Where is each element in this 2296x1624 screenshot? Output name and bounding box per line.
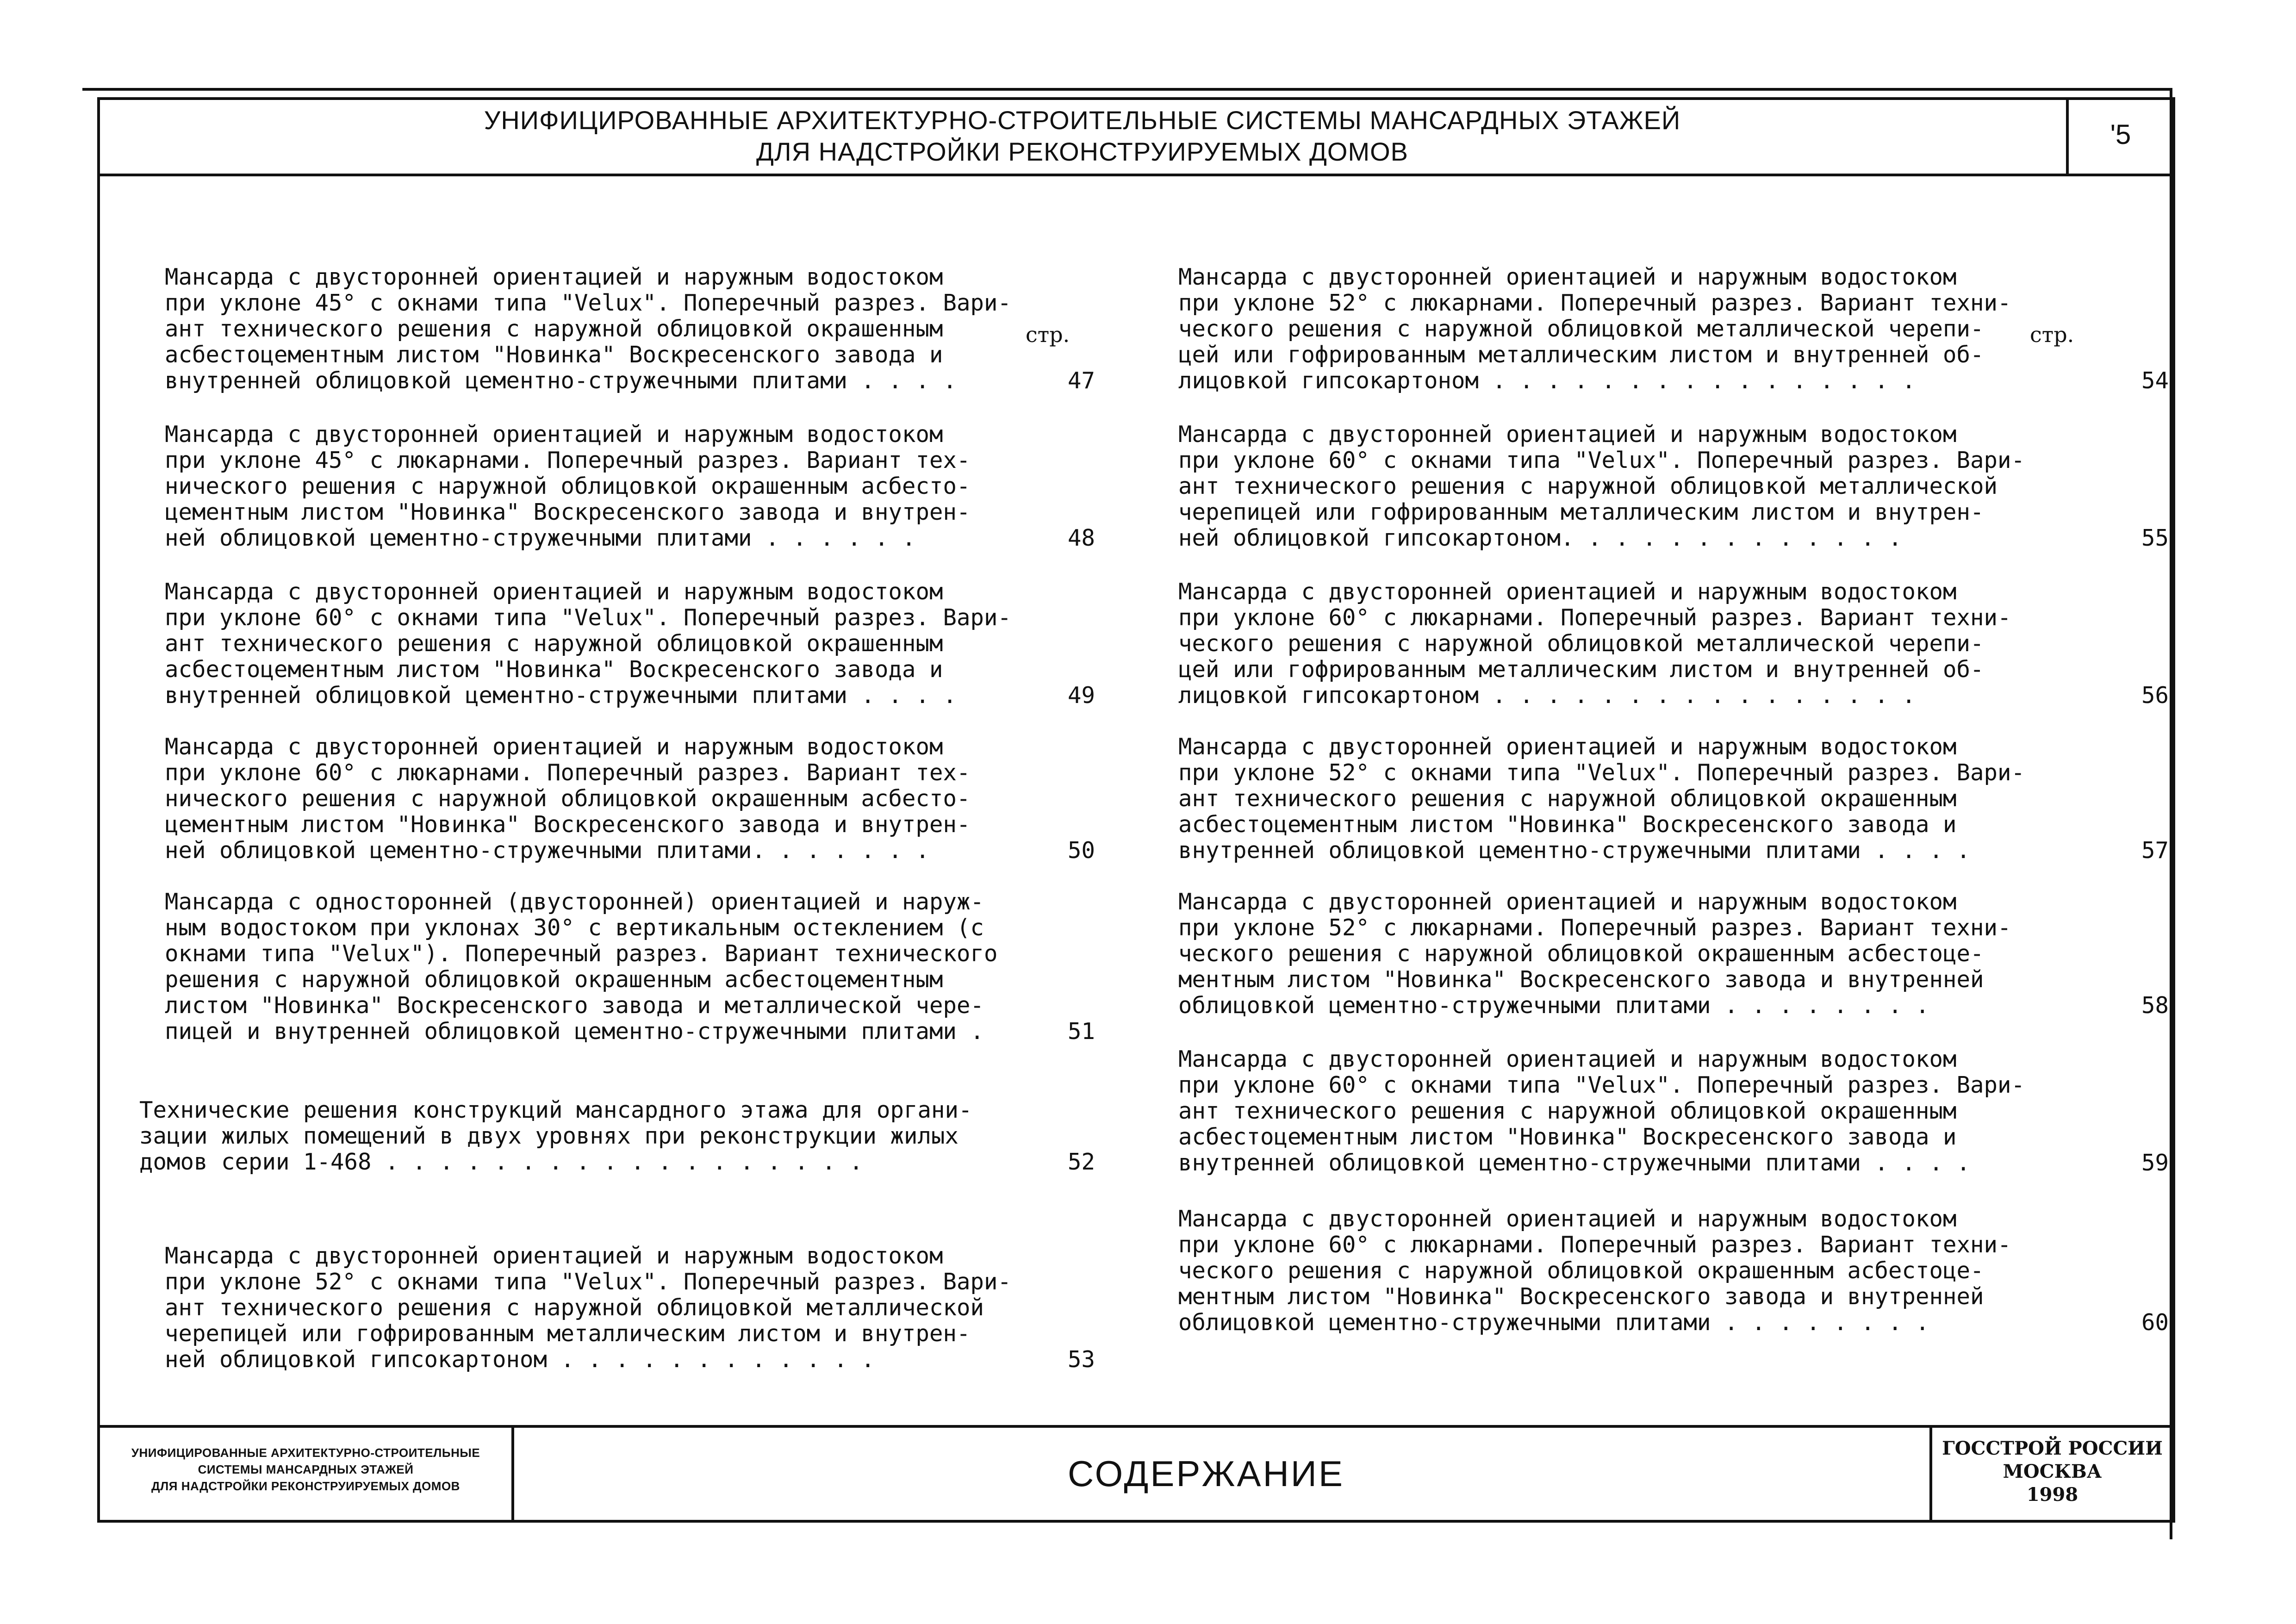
toc-entry-left-2 xyxy=(165,422,1095,551)
toc-entry-line: ментным листом "Новинка" Воскресенского завода и внутренней xyxy=(1178,966,1984,993)
toc-entry-line: ней облицовкой цементно-стружечными плитами. . . . . . . xyxy=(165,837,930,864)
title-block xyxy=(100,1425,2172,1520)
title-block-organization xyxy=(100,1428,514,1520)
toc-entry-left-5 xyxy=(165,889,1095,1045)
toc-entry-line: Мансарда с двусторонней ориентацией и наружным водостоком xyxy=(165,579,943,605)
city: МОСКВА xyxy=(2003,1461,2102,1482)
toc-entry-line: цементным листом "Новинка" Воскресенского завода и внутрен- xyxy=(165,499,971,525)
toc-entry-line: черепицей или гофрированным металлическим листом и внутрен- xyxy=(165,1320,971,1347)
publisher: ГОССТРОЙ РОССИИ xyxy=(1942,1437,2163,1459)
toc-entry-line: при уклоне 52° с люкарнами. Поперечный разрез. Вариант техни- xyxy=(1178,290,2011,316)
toc-page-number: 55 xyxy=(2141,525,2169,551)
title-block-publisher xyxy=(1929,1428,2172,1520)
toc-entry-line: асбестоцементным листом "Новинка" Воскресенского завода и xyxy=(165,342,943,368)
toc-entry-line: ческого решения с наружной облицовкой металлической черепи- xyxy=(1178,630,1984,657)
toc-entry-line: ментным листом "Новинка" Воскресенского завода и внутренней xyxy=(1178,1283,1984,1310)
sheet-title: СОДЕРЖАНИЕ xyxy=(1067,1453,1345,1494)
toc-entry-line: при уклоне 52° с окнами типа "Velux". Поперечный разрез. Вари- xyxy=(165,1269,1012,1295)
toc-entry-line: при уклоне 52° с люкарнами. Поперечный разрез. Вариант техни- xyxy=(1178,915,2011,941)
toc-entry-left-1 xyxy=(165,264,1095,394)
toc-entry-line: облицовкой цементно-стружечными плитами . . . . . . . . xyxy=(1178,1309,1929,1336)
toc-entry-line: внутренней облицовкой цементно-стружечными плитами . . . . xyxy=(1178,837,1971,864)
toc-entry-line: асбестоцементным листом "Новинка" Воскресенского завода и xyxy=(1178,1124,1957,1150)
toc-page-number: 50 xyxy=(1067,837,1095,864)
toc-entry-line: ней облицовкой гипсокартоном. . . . . . . . . . . . . xyxy=(1178,525,1902,551)
toc-entry-line: внутренней облицовкой цементно-стружечными плитами . . . . xyxy=(1178,1150,1971,1176)
toc-entry-line: ней облицовкой гипсокартоном . . . . . . . . . . . . xyxy=(165,1346,875,1373)
toc-entry-right-7 xyxy=(1178,1206,2169,1336)
left-page-label: стр. xyxy=(1026,322,1070,347)
toc-page-number: 59 xyxy=(2141,1150,2169,1176)
toc-entry-right-4 xyxy=(1178,734,2169,864)
toc-entry-line: Мансарда с двусторонней ориентацией и наружным водостоком xyxy=(1178,1046,1957,1072)
toc-page-number: 58 xyxy=(2141,992,2169,1019)
toc-entry-line: при уклоне 45° с окнами типа "Velux". Поперечный разрез. Вари- xyxy=(165,290,1012,316)
toc-entry-left-7 xyxy=(165,1243,1095,1373)
toc-entry-line: ант технического решения с наружной облицовкой металлической xyxy=(165,1294,984,1321)
sheet-number: '5 xyxy=(2110,119,2131,150)
toc-entry-line: лицовкой гипсокартоном . . . . . . . . . . . . . . . . xyxy=(1178,682,1916,709)
toc-entry-line: цей или гофрированным металлическим листом и внутренней об- xyxy=(1178,656,1984,683)
toc-entry-line: цей или гофрированным металлическим листом и внутренней об- xyxy=(1178,342,1984,368)
toc-entry-line: пицей и внутренней облицовкой цементно-стружечными плитами . xyxy=(165,1018,984,1045)
toc-entry-line: лицовкой гипсокартоном . . . . . . . . . . . . . . . . xyxy=(1178,367,1916,394)
toc-entry-line: нического решения с наружной облицовкой окрашенным асбесто- xyxy=(165,473,971,499)
toc-entry-line: ным водостоком при уклонах 30° с вертикальным остеклением (с xyxy=(165,915,984,941)
toc-entry-line: внутренней облицовкой цементно-стружечными плитами . . . . xyxy=(165,367,957,394)
toc-entry-line: Мансарда с двусторонней ориентацией и наружным водостоком xyxy=(1178,421,1957,448)
toc-entry-line: Мансарда с двусторонней ориентацией и наружным водостоком xyxy=(1178,1206,1957,1232)
toc-entry-line: Мансарда с двусторонней ориентацией и наружным водостоком xyxy=(165,421,943,448)
toc-entry-line: зации жилых помещений в двух уровнях при реконструкции жилых xyxy=(139,1123,959,1149)
toc-entry-right-1 xyxy=(1178,264,2169,394)
toc-entry-left-6 xyxy=(139,1097,1095,1175)
org-line-1: УНИФИЦИРОВАННЫЕ АРХИТЕКТУРНО-СТРОИТЕЛЬНЫЕ xyxy=(131,1446,480,1460)
toc-entry-line: при уклоне 60° с окнами типа "Velux". Поперечный разрез. Вари- xyxy=(165,604,1012,631)
sheet-number-cell xyxy=(2066,100,2172,174)
toc-entry-line: Мансарда с двусторонней ориентацией и наружным водостоком xyxy=(1178,579,1957,605)
toc-entry-line: цементным листом "Новинка" Воскресенского завода и внутрен- xyxy=(165,811,971,838)
toc-page-number: 57 xyxy=(2141,837,2169,864)
toc-entry-line: при уклоне 52° с окнами типа "Velux". Поперечный разрез. Вари- xyxy=(1178,759,2025,786)
toc-page-number: 48 xyxy=(1067,525,1095,551)
toc-entry-line: асбестоцементным листом "Новинка" Воскресенского завода и xyxy=(165,656,943,683)
toc-entry-line: ант технического решения с наружной облицовкой окрашенным xyxy=(165,316,943,342)
toc-entry-line: при уклоне 60° с люкарнами. Поперечный разрез. Вариант техни- xyxy=(1178,604,2011,631)
toc-entry-line: решения с наружной облицовкой окрашенным асбестоцементным xyxy=(165,966,943,993)
toc-entry-left-4 xyxy=(165,734,1095,864)
toc-entry-line: черепицей или гофрированным металлическим листом и внутрен- xyxy=(1178,499,1984,525)
toc-page-number: 49 xyxy=(1067,682,1095,709)
toc-page-number: 53 xyxy=(1067,1346,1095,1373)
toc-entry-line: Мансарда с двусторонней ориентацией и наружным водостоком xyxy=(1178,734,1957,760)
toc-entry-line: Мансарда с двусторонней ориентацией и наружным водостоком xyxy=(165,1243,943,1269)
toc-entry-line: окнами типа "Velux"). Поперечный разрез. Вариант технического xyxy=(165,940,998,967)
toc-page-number: 54 xyxy=(2141,367,2169,394)
org-line-3: ДЛЯ НАДСТРОЙКИ РЕКОНСТРУИРУЕМЫХ ДОМОВ xyxy=(151,1479,460,1493)
toc-entry-left-3 xyxy=(165,579,1095,709)
toc-entry-line: Технические решения конструкций мансардного этажа для органи- xyxy=(139,1097,972,1123)
header-title xyxy=(100,105,2065,168)
toc-entry-line: Мансарда с двусторонней ориентацией и наружным водостоком xyxy=(165,264,943,290)
toc-entry-line: ческого решения с наружной облицовкой окрашенным асбестоце- xyxy=(1178,1257,1984,1284)
org-line-2: СИСТЕМЫ МАНСАРДНЫХ ЭТАЖЕЙ xyxy=(198,1462,414,1476)
toc-entry-line: Мансарда с двусторонней ориентацией и наружным водостоком xyxy=(165,734,943,760)
toc-entry-right-5 xyxy=(1178,889,2169,1019)
drawing-frame xyxy=(97,97,2175,1523)
toc-entry-line: при уклоне 60° с окнами типа "Velux". Поперечный разрез. Вари- xyxy=(1178,1072,2025,1098)
toc-entry-line: нического решения с наружной облицовкой окрашенным асбесто- xyxy=(165,785,971,812)
toc-entry-line: Мансарда с двусторонней ориентацией и наружным водостоком xyxy=(1178,264,1957,290)
toc-entry-line: домов серии 1-468 . . . . . . . . . . . . . . . . . . xyxy=(139,1149,863,1175)
toc-page-number: 56 xyxy=(2141,682,2169,709)
toc-entry-line: при уклоне 45° с люкарнами. Поперечный разрез. Вариант тех- xyxy=(165,447,971,473)
toc-entry-line: при уклоне 60° с люкарнами. Поперечный разрез. Вариант тех- xyxy=(165,759,971,786)
toc-page-number: 60 xyxy=(2141,1309,2169,1336)
header xyxy=(100,100,2172,176)
toc-entry-right-2 xyxy=(1178,422,2169,551)
toc-page-number: 47 xyxy=(1067,367,1095,394)
toc-entry-line: внутренней облицовкой цементно-стружечными плитами . . . . xyxy=(165,682,957,709)
toc-entry-line: ческого решения с наружной облицовкой окрашенным асбестоце- xyxy=(1178,940,1984,967)
toc-entry-line: ант технического решения с наружной облицовкой металлической xyxy=(1178,473,1998,499)
toc-entry-right-3 xyxy=(1178,579,2169,709)
toc-entry-line: при уклоне 60° с окнами типа "Velux". Поперечный разрез. Вари- xyxy=(1178,447,2025,473)
toc-entry-right-6 xyxy=(1178,1046,2169,1176)
toc-entry-line: Мансарда с односторонней (двусторонней) ориентацией и наруж- xyxy=(165,889,984,915)
toc-entry-line: Мансарда с двусторонней ориентацией и наружным водостоком xyxy=(1178,889,1957,915)
right-page-label: стр. xyxy=(2030,322,2074,347)
toc-page-number: 51 xyxy=(1067,1018,1095,1045)
toc-entry-line: ант технического решения с наружной облицовкой окрашенным xyxy=(1178,1098,1957,1124)
toc-entry-line: листом "Новинка" Воскресенского завода и металлической чере- xyxy=(165,992,984,1019)
header-title-line2: ДЛЯ НАДСТРОЙКИ РЕКОНСТРУИРУЕМЫХ ДОМОВ xyxy=(756,137,1409,166)
toc-entry-line: облицовкой цементно-стружечными плитами . . . . . . . . xyxy=(1178,992,1929,1019)
toc-entry-line: ческого решения с наружной облицовкой металлической черепи- xyxy=(1178,316,1984,342)
toc-entry-line: ней облицовкой цементно-стружечными плитами . . . . . . xyxy=(165,525,916,551)
toc-entry-line: ант технического решения с наружной облицовкой окрашенным xyxy=(1178,785,1957,812)
year: 1998 xyxy=(2026,1484,2078,1506)
toc-entry-line: ант технического решения с наружной облицовкой окрашенным xyxy=(165,630,943,657)
toc-entry-line: при уклоне 60° с люкарнами. Поперечный разрез. Вариант техни- xyxy=(1178,1232,2011,1258)
toc-page-number: 52 xyxy=(1067,1149,1095,1175)
header-title-line1: УНИФИЦИРОВАННЫЕ АРХИТЕКТУРНО-СТРОИТЕЛЬНЫЕ СИСТЕМЫ МАНСАРДНЫХ ЭТАЖЕЙ xyxy=(484,106,1681,135)
toc-entry-line: асбестоцементным листом "Новинка" Воскресенского завода и xyxy=(1178,811,1957,838)
